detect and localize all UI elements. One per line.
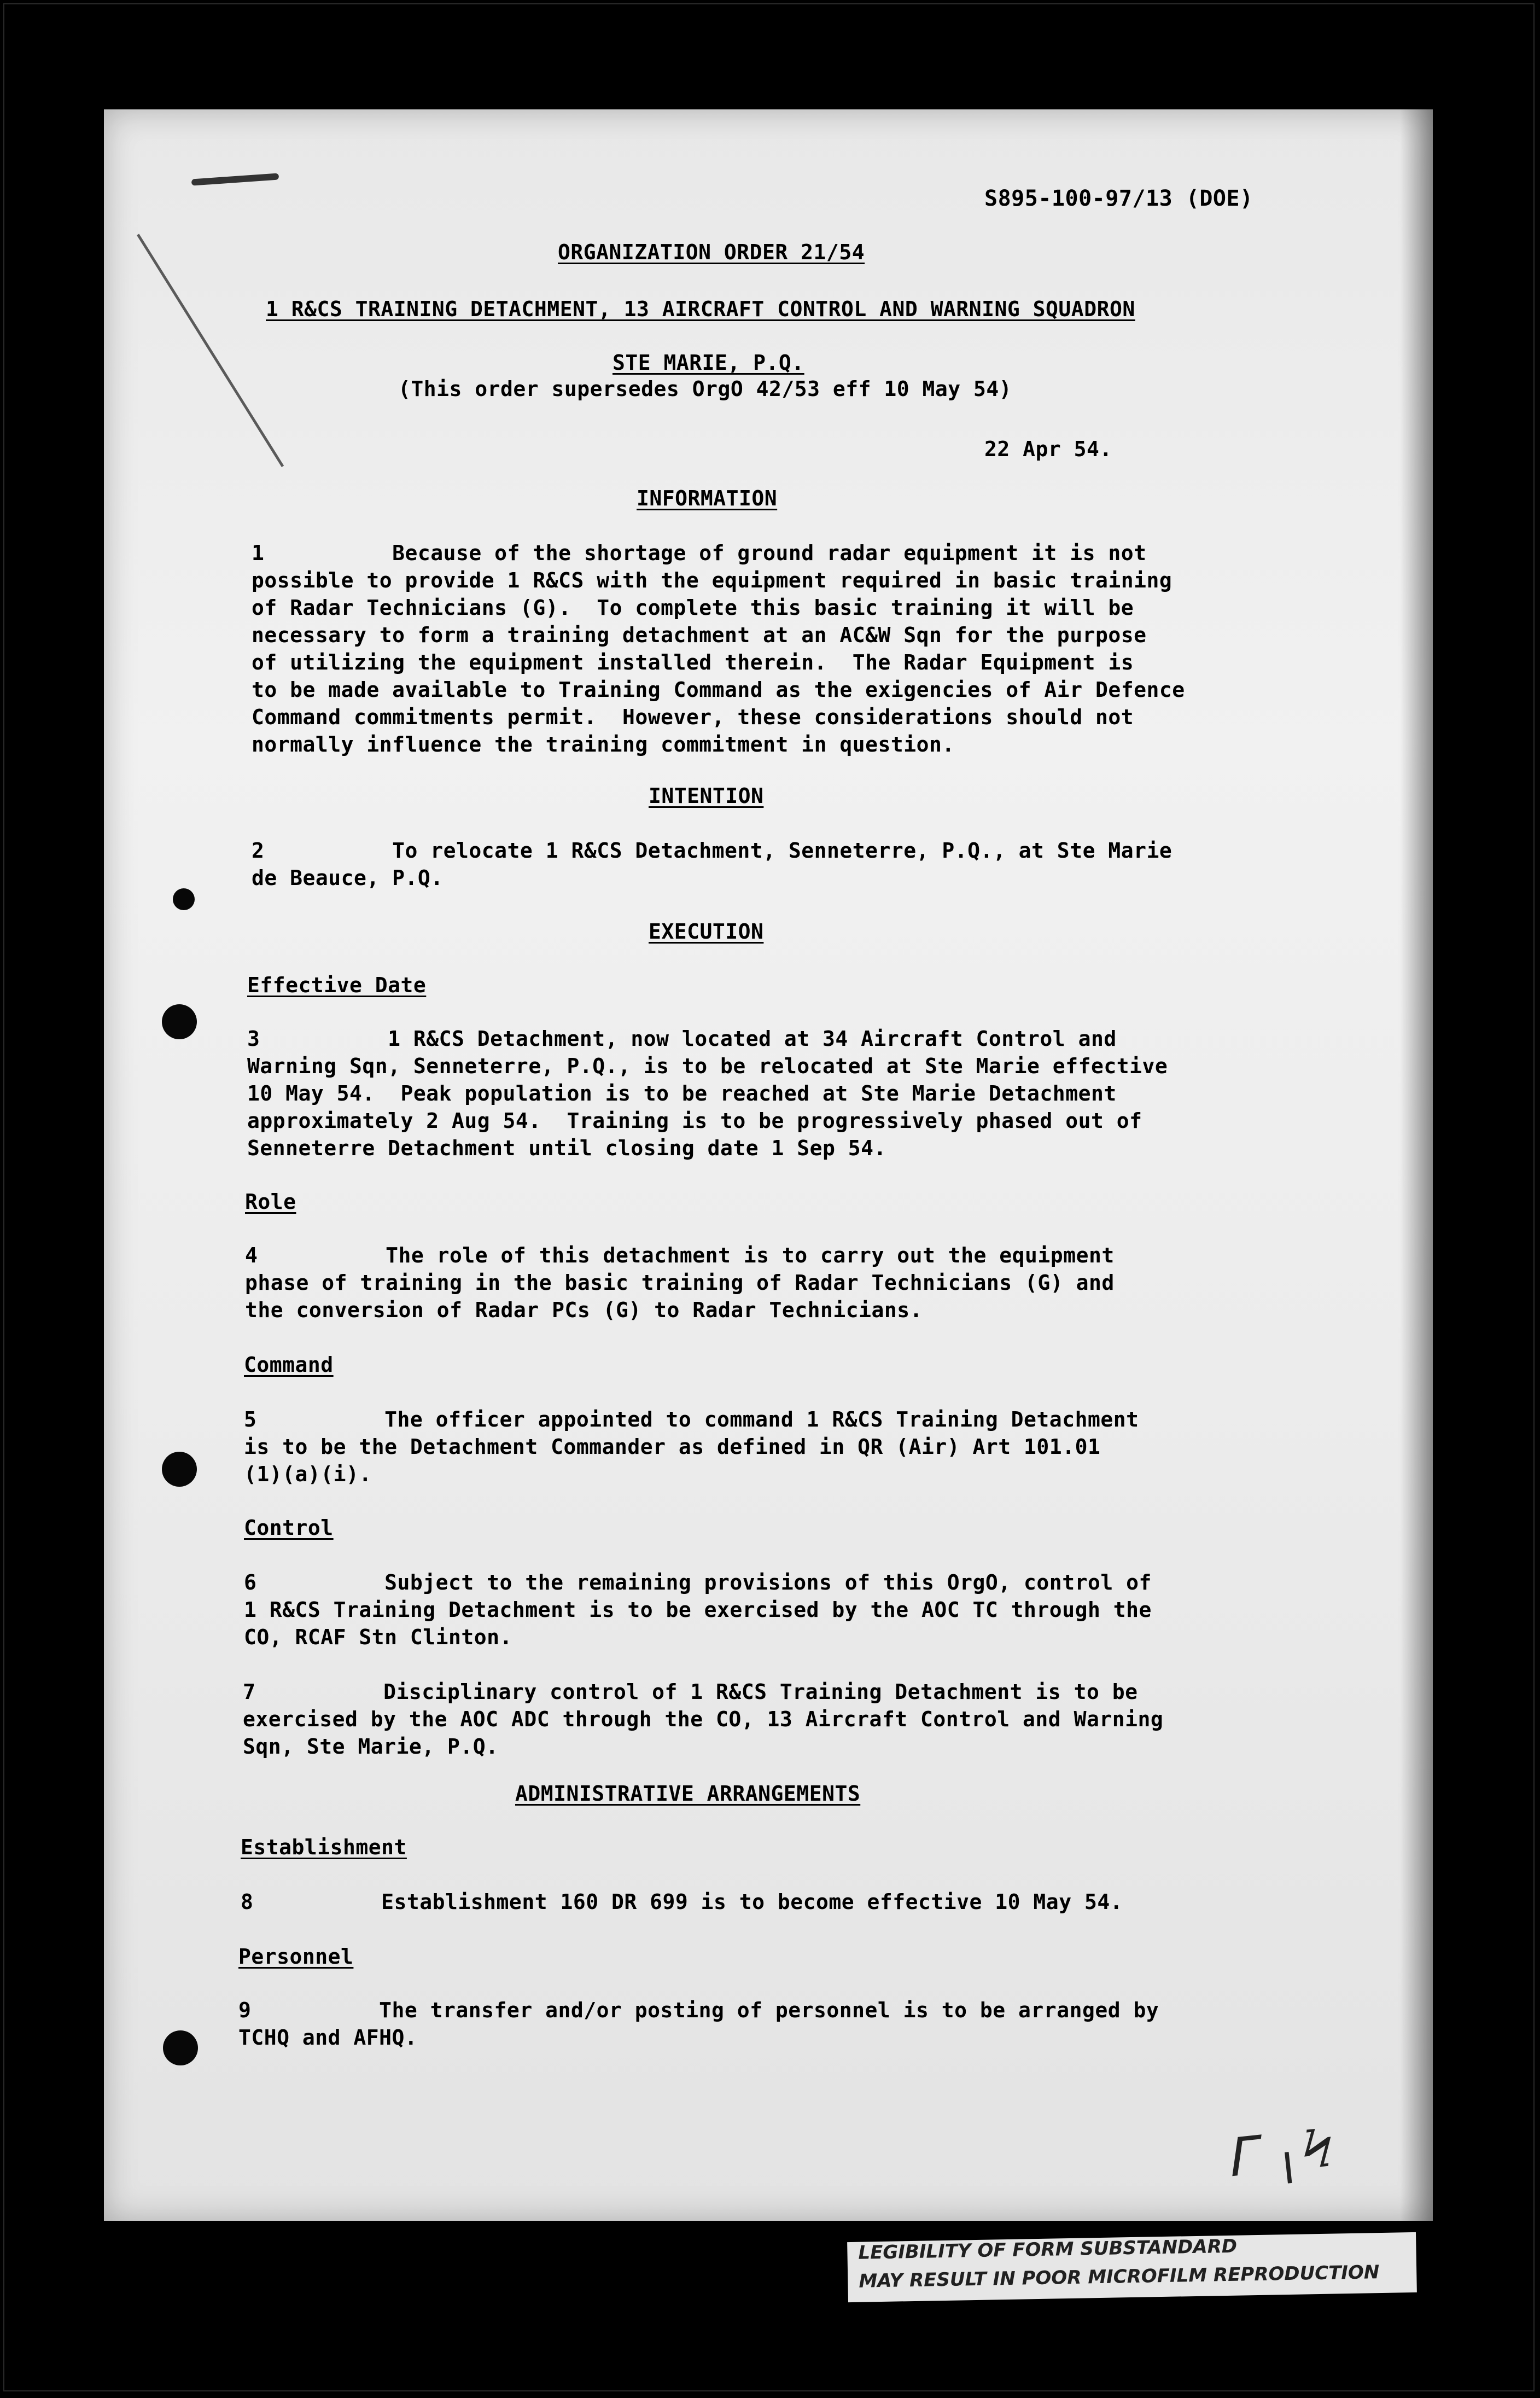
subsection-effective-date: Effective Date (247, 973, 427, 997)
subsection-personnel: Personnel (238, 1945, 354, 1969)
subsection-control: Control (244, 1516, 334, 1540)
location-title: STE MARIE, P.Q. (612, 351, 804, 375)
subsection-role: Role (245, 1190, 296, 1214)
paragraph-2: 2 To relocate 1 R&CS Detachment, Senneterre, P.Q., at Ste Marie de Beauce, P.Q. (252, 839, 1172, 890)
paragraph-8: 8 Establishment 160 DR 699 is to become effective 10 May 54. (241, 1890, 1123, 1914)
paragraph-5: 5 The officer appointed to command 1 R&CS Training Detachment is to be the Detachment Commander as defined in QR (Air) Art 101.01 (1)(a)(i). (244, 1407, 1139, 1486)
page-shadow-edge (1400, 109, 1433, 2221)
handwritten-initials: ᒥ ╷Ϟ (1222, 2116, 1337, 2190)
punch-hole (173, 888, 195, 910)
subsection-command: Command (244, 1353, 334, 1377)
punch-hole (162, 1452, 197, 1487)
stamp-line-1: LEGIBILITY OF FORM SUBSTANDARD (858, 2235, 1238, 2264)
file-reference: S895-100-97/13 (DOE) (984, 186, 1253, 211)
section-information-heading: INFORMATION (637, 486, 778, 510)
section-execution-heading: EXECUTION (649, 919, 764, 944)
legibility-stamp (847, 2232, 1417, 2302)
paragraph-3: 3 1 R&CS Detachment, now located at 34 Aircraft Control and Warning Sqn, Senneterre, P.Q., is to be relocated at Ste Marie effective 10 May 54. Peak population is to be reached at Ste Marie Detachment approximately 2 Aug 54. Training is to be progressively phased out of Senneterre Detachment until closing date 1 Sep 54. (247, 1027, 1168, 1160)
paragraph-4: 4 The role of this detachment is to carry out the equipment phase of training in the basic training of Radar Technicians (G) and the conversion of Radar PCs (G) to Radar Technicians. (245, 1243, 1115, 1322)
paragraph-7: 7 Disciplinary control of 1 R&CS Training Detachment is to be exercised by the AOC ADC through the CO, 13 Aircraft Control and Warning Sqn, Ste Marie, P.Q. (243, 1680, 1164, 1759)
paragraph-1: 1 Because of the shortage of ground radar equipment it is not possible to provide 1 R&CS with the equipment required in basic training of Radar Technicians (G). To complete this basic training it will be necessary to form a training detachment at an AC&W Sqn for the purpose of utilizing the equipment installed therein. The Radar Equipment is to be made available to Training Command as the exigencies of Air Defence Command commitments permit. However, these considerations should not normally influence the training commitment in question. (252, 541, 1185, 756)
punch-hole (162, 1004, 197, 1039)
stamp-line-2: MAY RESULT IN POOR MICROFILM REPRODUCTION (859, 2261, 1380, 2292)
order-title: ORGANIZATION ORDER 21/54 (558, 240, 865, 264)
section-administrative-heading: ADMINISTRATIVE ARRANGEMENTS (515, 1782, 861, 1806)
paragraph-6: 6 Subject to the remaining provisions of this OrgO, control of 1 R&CS Training Detachment is to be exercised by the AOC TC through the CO, RCAF Stn Clinton. (244, 1570, 1152, 1649)
supersedes-note: (This order supersedes OrgO 42/53 eff 10 May 54) (398, 377, 1012, 401)
paragraph-9: 9 The transfer and/or posting of personnel is to be arranged by TCHQ and AFHQ. (238, 1998, 1159, 2050)
section-intention-heading: INTENTION (649, 784, 764, 808)
unit-title: 1 R&CS TRAINING DETACHMENT, 13 AIRCRAFT CONTROL AND WARNING SQUADRON (266, 297, 1135, 321)
order-date: 22 Apr 54. (984, 437, 1112, 461)
punch-hole (163, 2030, 198, 2065)
subsection-establishment: Establishment (241, 1835, 407, 1859)
